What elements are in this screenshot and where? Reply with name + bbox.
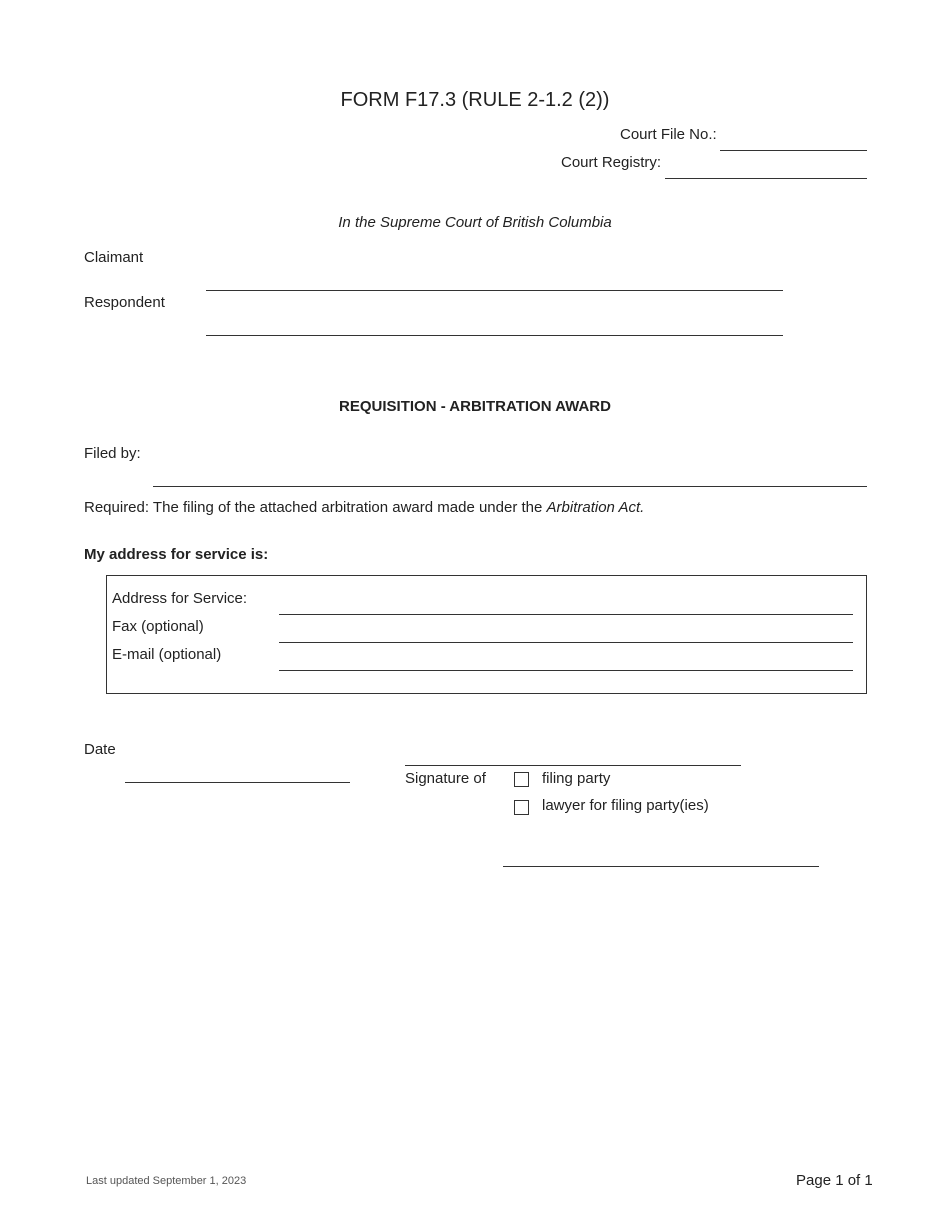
fax-label: Fax (optional) (112, 618, 204, 635)
required-text: Required: The filing of the attached arbitration award made under the (84, 499, 547, 516)
filed-by-label: Filed by: (84, 445, 141, 462)
address-field[interactable] (279, 614, 853, 615)
date-label: Date (84, 741, 116, 758)
address-section-heading: My address for service is: (84, 546, 269, 563)
filed-by-field[interactable] (153, 486, 867, 487)
filing-party-checkbox[interactable] (514, 772, 529, 787)
court-registry-field[interactable] (665, 178, 867, 179)
act-name: Arbitration Act. (546, 499, 645, 516)
respondent-field[interactable] (206, 335, 783, 336)
email-field[interactable] (279, 670, 853, 671)
signature-line[interactable] (405, 765, 741, 766)
lawyer-label: lawyer for filing party(ies) (542, 797, 709, 814)
court-file-no-label: Court File No.: (620, 126, 717, 143)
form-heading: REQUISITION - ARBITRATION AWARD (339, 398, 611, 415)
court-name: In the Supreme Court of British Columbia (338, 214, 612, 231)
respondent-label: Respondent (84, 294, 165, 311)
lawyer-checkbox[interactable] (514, 800, 529, 815)
claimant-field[interactable] (206, 290, 783, 291)
form-title: FORM F17.3 (RULE 2-1.2 (2)) (340, 89, 610, 111)
claimant-label: Claimant (84, 249, 144, 266)
page-number: Page 1 of 1 (796, 1172, 873, 1189)
address-label: Address for Service: (112, 590, 248, 607)
court-registry-label: Court Registry: (561, 154, 662, 171)
email-label: E-mail (optional) (112, 646, 222, 663)
last-updated: Last updated September 1, 2023 (86, 1175, 247, 1187)
court-file-no-field[interactable] (720, 150, 867, 151)
signature-of-label: Signature of (405, 770, 486, 787)
filing-party-label: filing party (542, 770, 611, 787)
fax-field[interactable] (279, 642, 853, 643)
required-statement (84, 499, 644, 516)
signatory-name-field[interactable] (503, 866, 819, 867)
date-field[interactable] (125, 782, 350, 783)
